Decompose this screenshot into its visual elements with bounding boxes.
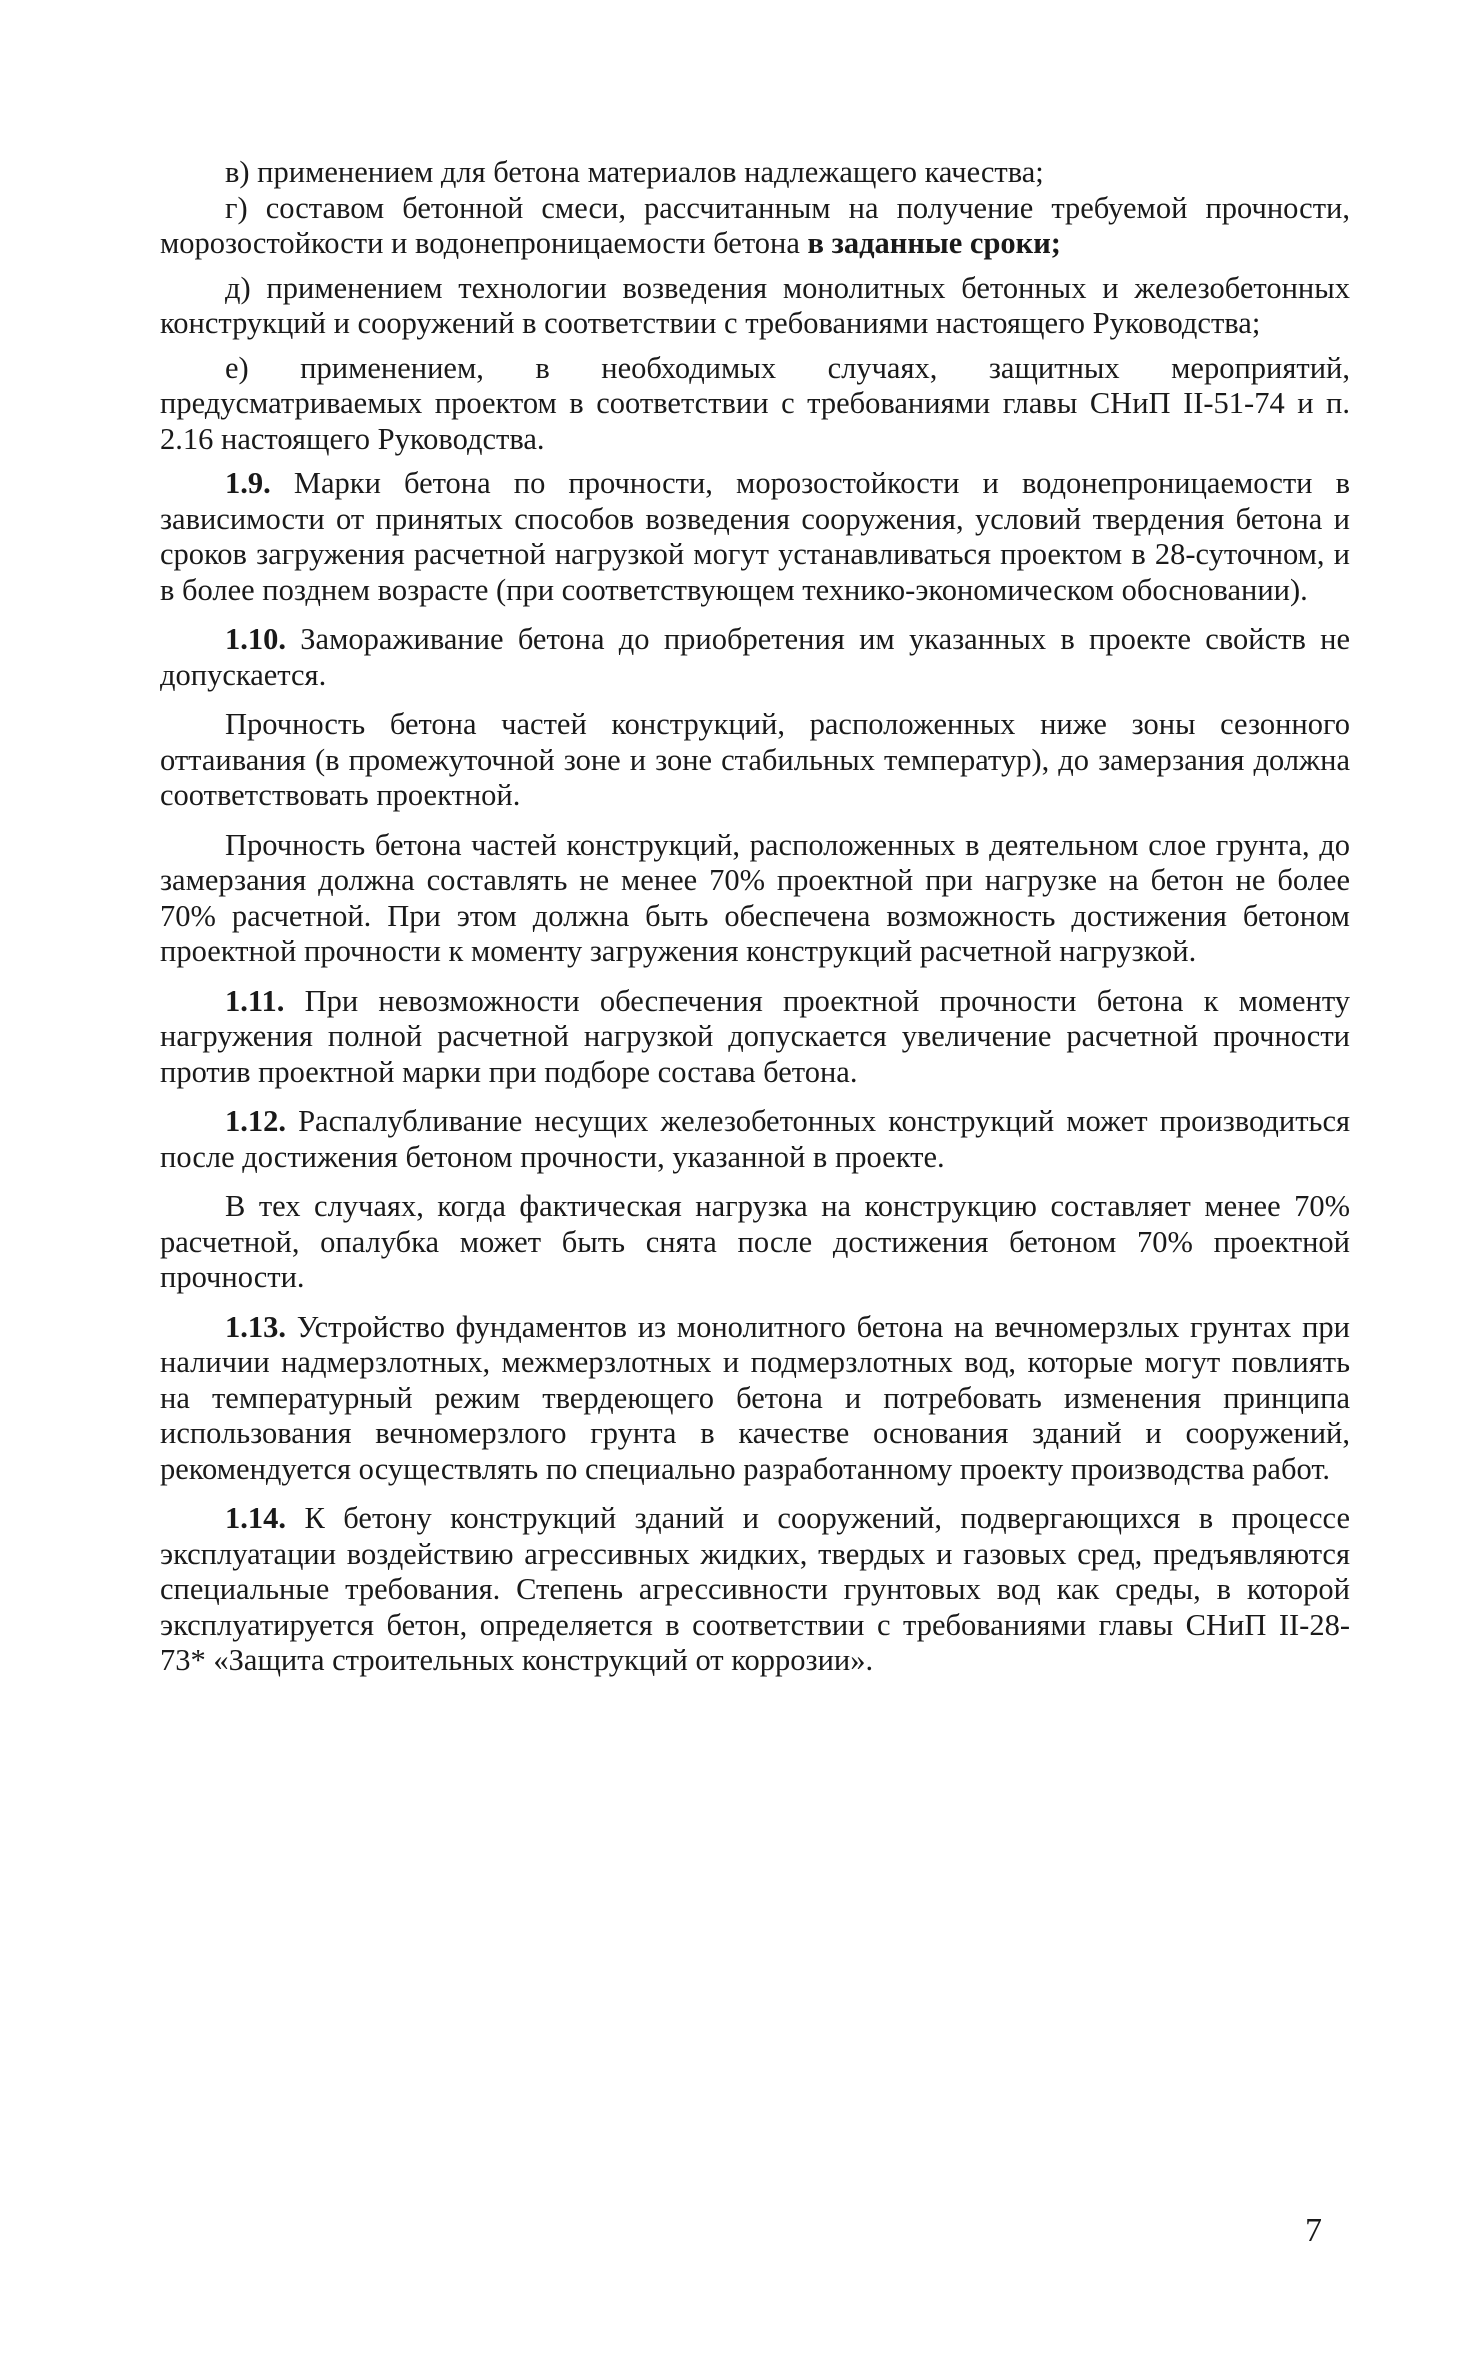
paragraph-item-g: г) составом бетонной смеси, рассчитанным на получение требуемой прочности, морозостойкости и водонепроницаемости бетона в заданные сроки; — [160, 190, 1350, 260]
document-page — [160, 155, 1350, 1679]
paragraph-1-10-c: Прочность бетона частей конструкций, расположенных в деятельном слое грунта, до замерзания должна составлять не менее 70% проектной при нагрузке на бетон не более 70% расчетной. При этом должна быть обеспечена возможность достижения бетоном проектной прочности к моменту загружения конструкций расчетной нагрузкой. — [160, 827, 1350, 968]
paragraph-item-d: д) применением технологии возведения монолитных бетонных и железобетонных конструкций и сооружений в соответствии с требованиями настоящего Руководства; — [160, 270, 1350, 340]
paragraph-1-12-b: В тех случаях, когда фактическая нагрузка на конструкцию составляет менее 70% расчетной, опалубка может быть снята после достижения бетоном 70% проектной прочности. — [160, 1189, 1350, 1294]
paragraph-1-10: 1.10. Замораживание бетона до приобретения им указанных в проекте свойств не допускается. — [160, 622, 1350, 692]
paragraph-1-9: 1.9. Марки бетона по прочности, морозостойкости и водонепроницаемости в зависимости от принятых способов возведения сооружения, условий твердения бетона и сроков загружения расчетной нагрузкой могут устанавливаться проектом в 28-суточном, и в более позднем возрасте (при соответствующем технико-экономическом обосновании). — [160, 466, 1350, 607]
paragraph-1-13: 1.13. Устройство фундаментов из монолитного бетона на вечномерзлых грунтах при наличии надмерзлотных, межмерзлотных и подмерзлотных вод, которые могут повлиять на температурный режим твердеющего бетона и потребовать изменения принципа использования вечномерзлого грунта в качестве основания зданий и сооружений, рекомендуется осуществлять по специально разработанному проекту производства работ. — [160, 1309, 1351, 1486]
section-number: 1.13. — [225, 1309, 286, 1344]
section-number: 1.10. — [225, 622, 286, 656]
paragraph-item-v: в) применением для бетона материалов надлежащего качества; — [225, 155, 1044, 189]
paragraph-1-10-b: Прочность бетона частей конструкций, расположенных ниже зоны сезонного оттаивания (в промежуточной зоне и зоне стабильных температур), до замерзания должна соответствовать проектной. — [160, 707, 1350, 812]
paragraph-1-12: 1.12. Распалубливание несущих железобетонных конструкций может производиться после достижения бетоном прочности, указанной в проекте. — [160, 1104, 1351, 1174]
deadline-phrase: в заданные сроки; — [807, 226, 1061, 260]
section-number: 1.11. — [225, 983, 285, 1018]
paragraph-1-14: 1.14. К бетону конструкций зданий и сооружений, подвергающихся в процессе эксплуатации воздействию агрессивных жидких, твердых и газовых сред, предъявляются специальные требования. Степень агрессивности грунтовых вод как среды, в которой эксплуатируется бетон, определяется в соответствии с требованиями главы СНиП II-28-73* «Защита строительных конструкций от коррозии». — [160, 1501, 1350, 1677]
section-number: 1.14. — [225, 1501, 286, 1535]
section-number: 1.9. — [225, 466, 271, 500]
section-number: 1.12. — [225, 1104, 286, 1138]
paragraph-item-e: е) применением, в необходимых случаях, защитных мероприятий, предусматриваемых проектом в соответствии с требованиями главы СНиП II-51-74 и п. 2.16 настоящего Руководства. — [160, 350, 1350, 456]
paragraph-1-11: 1.11. При невозможности обеспечения проектной прочности бетона к моменту нагружения полной расчетной нагрузкой допускается увеличение расчетной прочности против проектной марки при подборе состава бетона. — [160, 983, 1350, 1089]
page-number: 7 — [1305, 2212, 1322, 2249]
